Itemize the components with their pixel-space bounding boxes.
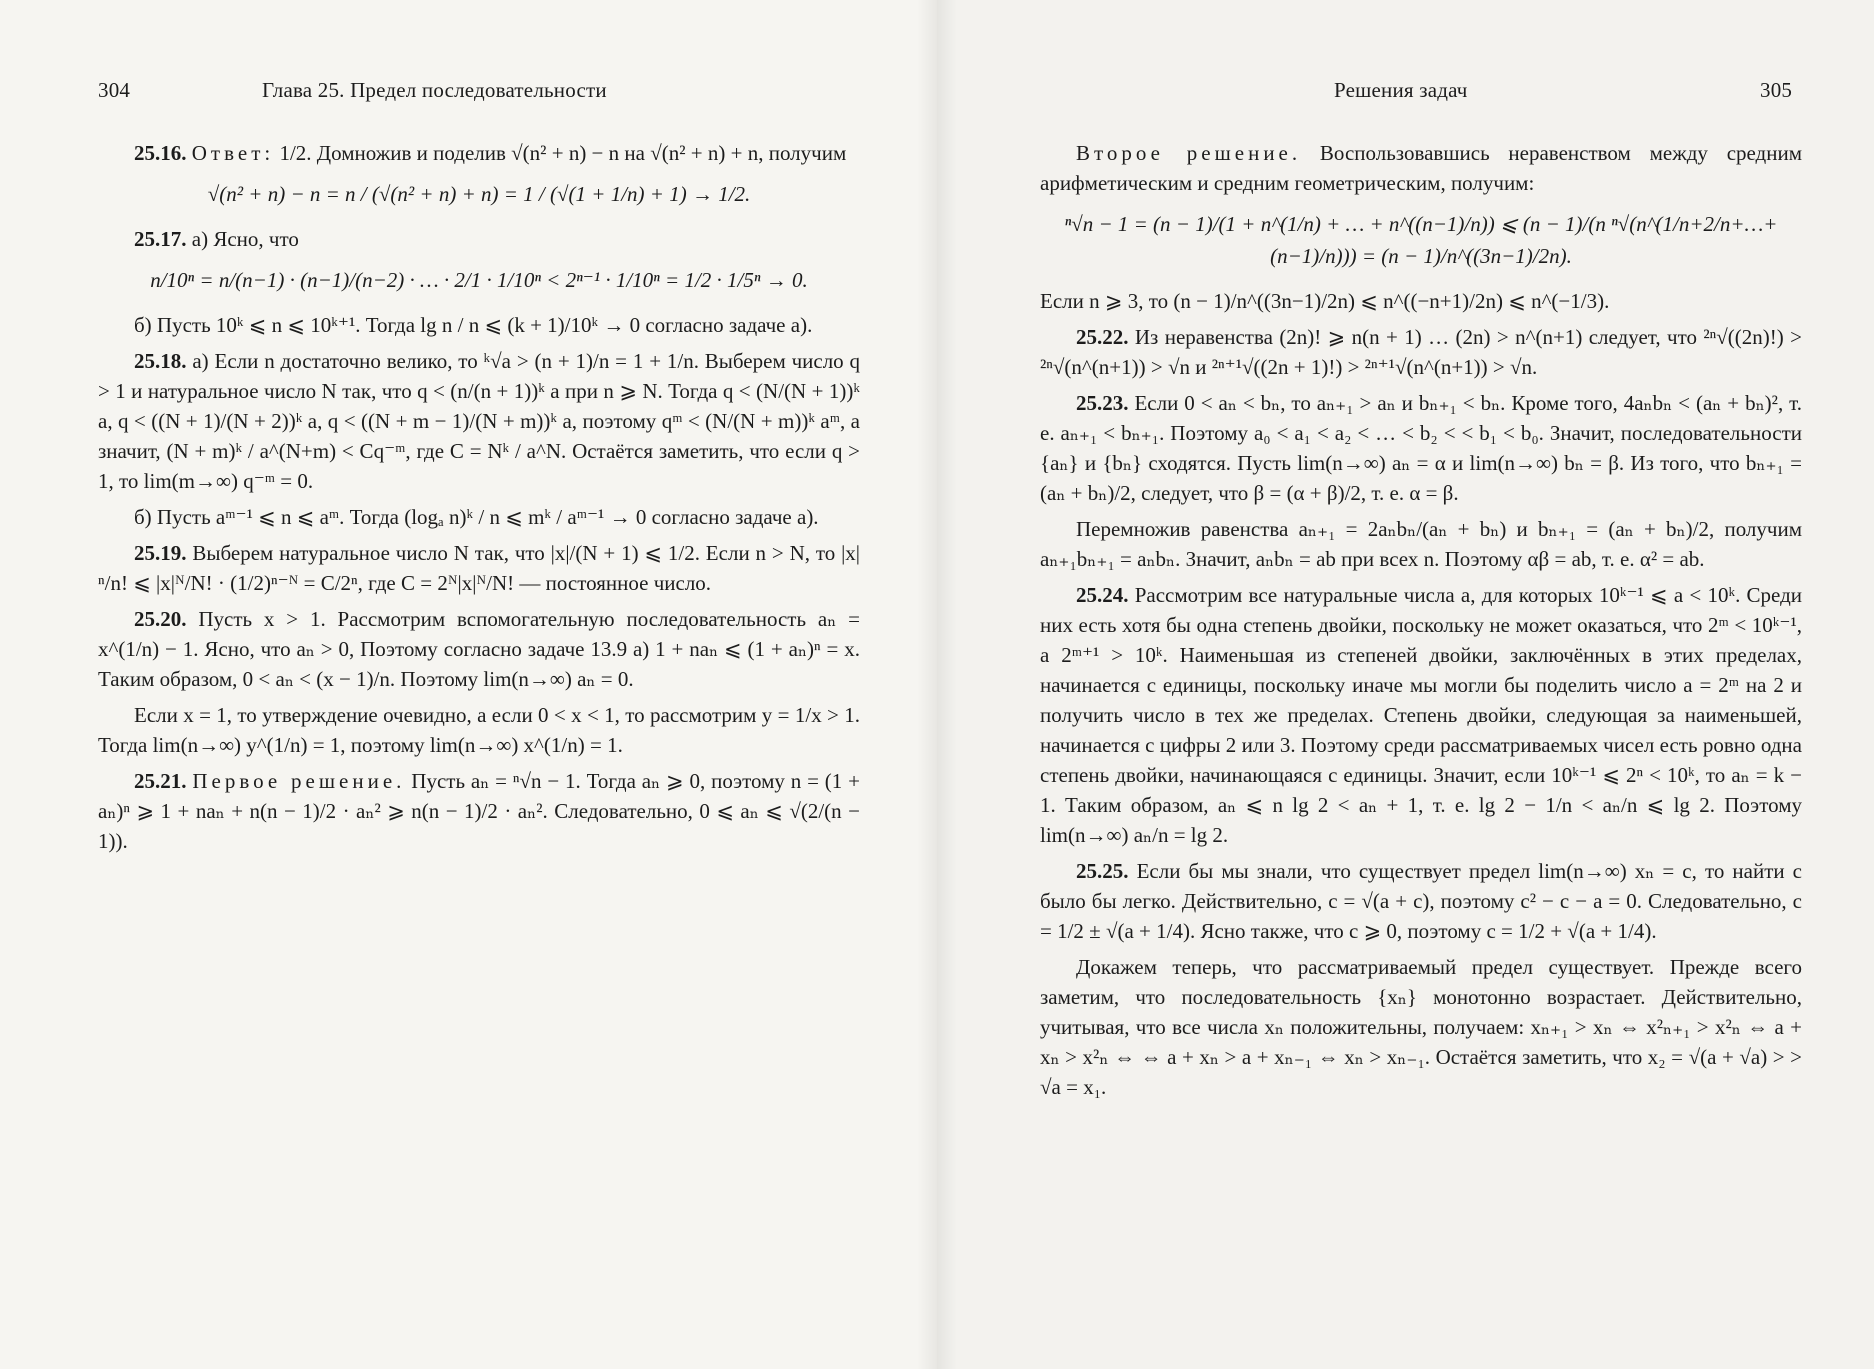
problem-number: 25.25. bbox=[1076, 859, 1129, 883]
paragraph bbox=[1040, 286, 1802, 316]
paragraph bbox=[98, 766, 860, 856]
problem-number: 25.22. bbox=[1076, 325, 1129, 349]
paragraph-text: Если n ⩾ 3, то (n − 1)/n^((3n−1)/2n) ⩽ n^((−n+1)/2n) ⩽ n^(−1/3). bbox=[1040, 289, 1610, 313]
problem-number: 25.16. bbox=[134, 141, 187, 165]
left-page-number: 304 bbox=[98, 78, 131, 102]
problem-number: 25.23. bbox=[1076, 391, 1129, 415]
paragraph bbox=[1040, 322, 1802, 382]
paragraph bbox=[1040, 514, 1802, 574]
problem-number: 25.21. bbox=[134, 769, 187, 793]
paragraph-text: а) Ясно, что bbox=[191, 227, 299, 251]
problem-number: 25.20. bbox=[134, 607, 187, 631]
paragraph-text: 1/2. Домножив и поделив √(n² + n) − n на √(n² + n) + n, получим bbox=[274, 141, 847, 165]
problem-number: 25.24. bbox=[1076, 583, 1129, 607]
paragraph-text: Если x = 1, то утверждение очевидно, а если 0 < x < 1, то рассмотрим y = 1/x > 1. Тогда lim(n→∞) y^(1/n) = 1, поэтому lim(n→∞) x^(1/n) = 1. bbox=[98, 703, 860, 757]
lead-phrase: Второе решение. bbox=[1076, 141, 1302, 165]
paragraph bbox=[98, 700, 860, 760]
paragraph bbox=[98, 310, 860, 340]
paragraph-text: а) Если n достаточно велико, то ᵏ√a > (n + 1)/n = 1 + 1/n. Выберем число q > 1 и натуральное число N так, что q < (n/(n + 1))ᵏ a при n ⩾ N. Тогда q < (N/(N + 1))ᵏ a, q < ((N + 1)/(N + 2))ᵏ a, q < ((N + m − 1)/(N + m))ᵏ a, поэтому qᵐ < (N/(N + m))ᵏ aᵐ, а значит, (N + m)ᵏ / a^(N+m) < Cq⁻ᵐ, где C = Nᵏ / a^N. Остаётся заметить, что если q > 1, то lim(m→∞) q⁻ᵐ = 0. bbox=[98, 349, 861, 493]
lead-phrase: Ответ: bbox=[191, 141, 275, 165]
paragraph bbox=[98, 346, 860, 496]
paragraph-text: Пусть aₙ = ⁿ√n − 1. Тогда aₙ ⩾ 0, поэтому n = (1 + aₙ)ⁿ ⩾ 1 + naₙ + n(n − 1)/2 · aₙ² ⩾ n(n − 1)/2 · aₙ². Следовательно, 0 ⩽ aₙ ⩽ √(2/(n − 1)). bbox=[98, 769, 861, 853]
paragraph bbox=[98, 224, 860, 254]
paragraph-text: Пусть x > 1. Рассмотрим вспомогательную последовательность aₙ = x^(1/n) − 1. Ясно, что aₙ > 0, Поэтому согласно задаче 13.9 а) 1 + naₙ ⩽ (1 + aₙ)ⁿ = x. Таким образом, 0 < aₙ < (x − 1)/n. Поэтому lim(n→∞) aₙ = 0. bbox=[98, 607, 860, 691]
problem-number: 25.19. bbox=[134, 541, 187, 565]
paragraph bbox=[98, 604, 860, 694]
paragraph bbox=[1040, 388, 1802, 508]
paragraph bbox=[98, 138, 860, 168]
right-running-title: Решения задач bbox=[1334, 78, 1468, 102]
right-page bbox=[937, 0, 1874, 1369]
paragraph-text: Если бы мы знали, что существует предел lim(n→∞) xₙ = c, то найти c было бы легко. Действительно, c = √(a + c), поэтому c² − c − a = 0. Следовательно, c = 1/2 ± √(a + 1/4). Ясно также, что c ⩾ 0, поэтому c = 1/2 + √(a + 1/4). bbox=[1040, 859, 1802, 943]
paragraph-text: б) Пусть aᵐ⁻¹ ⩽ n ⩽ aᵐ. Тогда (logₐ n)ᵏ / n ⩽ mᵏ / aᵐ⁻¹ → 0 согласно задаче а). bbox=[134, 505, 819, 529]
right-page-number: 305 bbox=[1760, 78, 1793, 102]
paragraph bbox=[1040, 580, 1802, 850]
paragraph bbox=[1040, 952, 1802, 1102]
paragraph-text: Докажем теперь, что рассматриваемый предел существует. Прежде всего заметим, что последовательность {xₙ} монотонно возрастает. Действительно, учитывая, что все числа xₙ положительны, получаем: xₙ₊₁ > xₙ ⇔ x²ₙ₊₁ > x²ₙ ⇔ a + xₙ > x²ₙ ⇔ ⇔ a + xₙ > a + xₙ₋₁ ⇔ xₙ > xₙ₋₁. Остаётся заметить, что x₂ = √(a + √a) > > √a = x₁. bbox=[1040, 955, 1802, 1099]
right-page-content bbox=[1040, 138, 1802, 1108]
paragraph bbox=[98, 538, 860, 598]
display-formula: ⁿ√n − 1 = (n − 1)/(1 + n^(1/n) + … + n^((n−1)/n)) ⩽ (n − 1)/(n ⁿ√(n^(1/n+2/n+…+(n−1)/n))) = (n − 1)/n^((3n−1)/2n). bbox=[1064, 212, 1778, 268]
paragraph-text: Перемножив равенства aₙ₊₁ = 2aₙbₙ/(aₙ + bₙ) и bₙ₊₁ = (aₙ + bₙ)/2, получим aₙ₊₁bₙ₊₁ = aₙbₙ. Значит, aₙbₙ = ab при всех n. Поэтому αβ = ab, т. е. α² = ab. bbox=[1040, 517, 1802, 571]
paragraph bbox=[1040, 138, 1802, 198]
paragraph-text: Если 0 < aₙ < bₙ, то aₙ₊₁ > aₙ и bₙ₊₁ < bₙ. Кроме того, 4aₙbₙ < (aₙ + bₙ)², т. е. aₙ₊₁ < bₙ₊₁. Поэтому a₀ < a₁ < a₂ < … < b₂ < < b₁ < b₀. Значит, последовательности {aₙ} и {bₙ} сходятся. Пусть lim(n→∞) aₙ = α и lim(n→∞) bₙ = β. Из того, что bₙ₊₁ = (aₙ + bₙ)/2, следует, что β = (α + β)/2, т. е. α = β. bbox=[1040, 391, 1803, 505]
paragraph bbox=[1040, 856, 1802, 946]
problem-number: 25.18. bbox=[134, 349, 187, 373]
paragraph-text: Из неравенства (2n)! ⩾ n(n + 1) … (2n) > n^(n+1) следует, что ²ⁿ√((2n)!) > ²ⁿ√(n^(n+1)) > √n и ²ⁿ⁺¹√((2n + 1)!) > ²ⁿ⁺¹√(n^(n+1)) > √n. bbox=[1040, 325, 1802, 379]
paragraph bbox=[98, 502, 860, 532]
paragraph-text: Выберем натуральное число N так, что |x|/(N + 1) ⩽ 1/2. Если n > N, то |x|ⁿ/n! ⩽ |x|ᴺ/N! · (1/2)ⁿ⁻ᴺ = C/2ⁿ, где C = 2ᴺ|x|ᴺ/N! — постоянное число. bbox=[98, 541, 860, 595]
left-running-title: Глава 25. Предел последовательности bbox=[262, 78, 607, 102]
paragraph-text: б) Пусть 10ᵏ ⩽ n ⩽ 10ᵏ⁺¹. Тогда lg n / n ⩽ (k + 1)/10ᵏ → 0 согласно задаче а). bbox=[134, 313, 813, 337]
display-formula: √(n² + n) − n = n / (√(n² + n) + n) = 1 / (√(1 + 1/n) + 1) → 1/2. bbox=[207, 182, 751, 206]
paragraph-text: Воспользовавшись неравенством между средним арифметическим и средним геометрическим, получим: bbox=[1040, 141, 1803, 195]
left-page-content bbox=[98, 138, 860, 862]
problem-number: 25.17. bbox=[134, 227, 187, 251]
paragraph-text: Рассмотрим все натуральные числа a, для которых 10ᵏ⁻¹ ⩽ a < 10ᵏ. Среди них есть хотя бы одна степень двойки, поскольку не может оказаться, что 2ᵐ < 10ᵏ⁻¹, а 2ᵐ⁺¹ > 10ᵏ. Наименьшая из степеней двойки, заключённых в этих пределах, начинается с единицы, поскольку иначе мы могли бы поделить число a = 2ᵐ на 2 и получить число в тех же пределах. Степень двойки, следующая за наименьшей, начинается с цифры 2 или 3. Поэтому среди рассматриваемых чисел есть ровно одна степень двойки, начинающаяся с единицы. Значит, если 10ᵏ⁻¹ ⩽ 2ⁿ < 10ᵏ, то aₙ = k − 1. Таким образом, aₙ ⩽ n lg 2 < aₙ + 1, т. е. lg 2 − 1/n < aₙ/n ⩽ lg 2. Поэтому lim(n→∞) aₙ/n = lg 2. bbox=[1040, 583, 1803, 847]
display-formula: n/10ⁿ = n/(n−1) · (n−1)/(n−2) · … · 2/1 · 1/10ⁿ < 2ⁿ⁻¹ · 1/10ⁿ = 1/2 · 1/5ⁿ → 0. bbox=[150, 268, 808, 292]
lead-phrase: Первое решение. bbox=[192, 769, 406, 793]
